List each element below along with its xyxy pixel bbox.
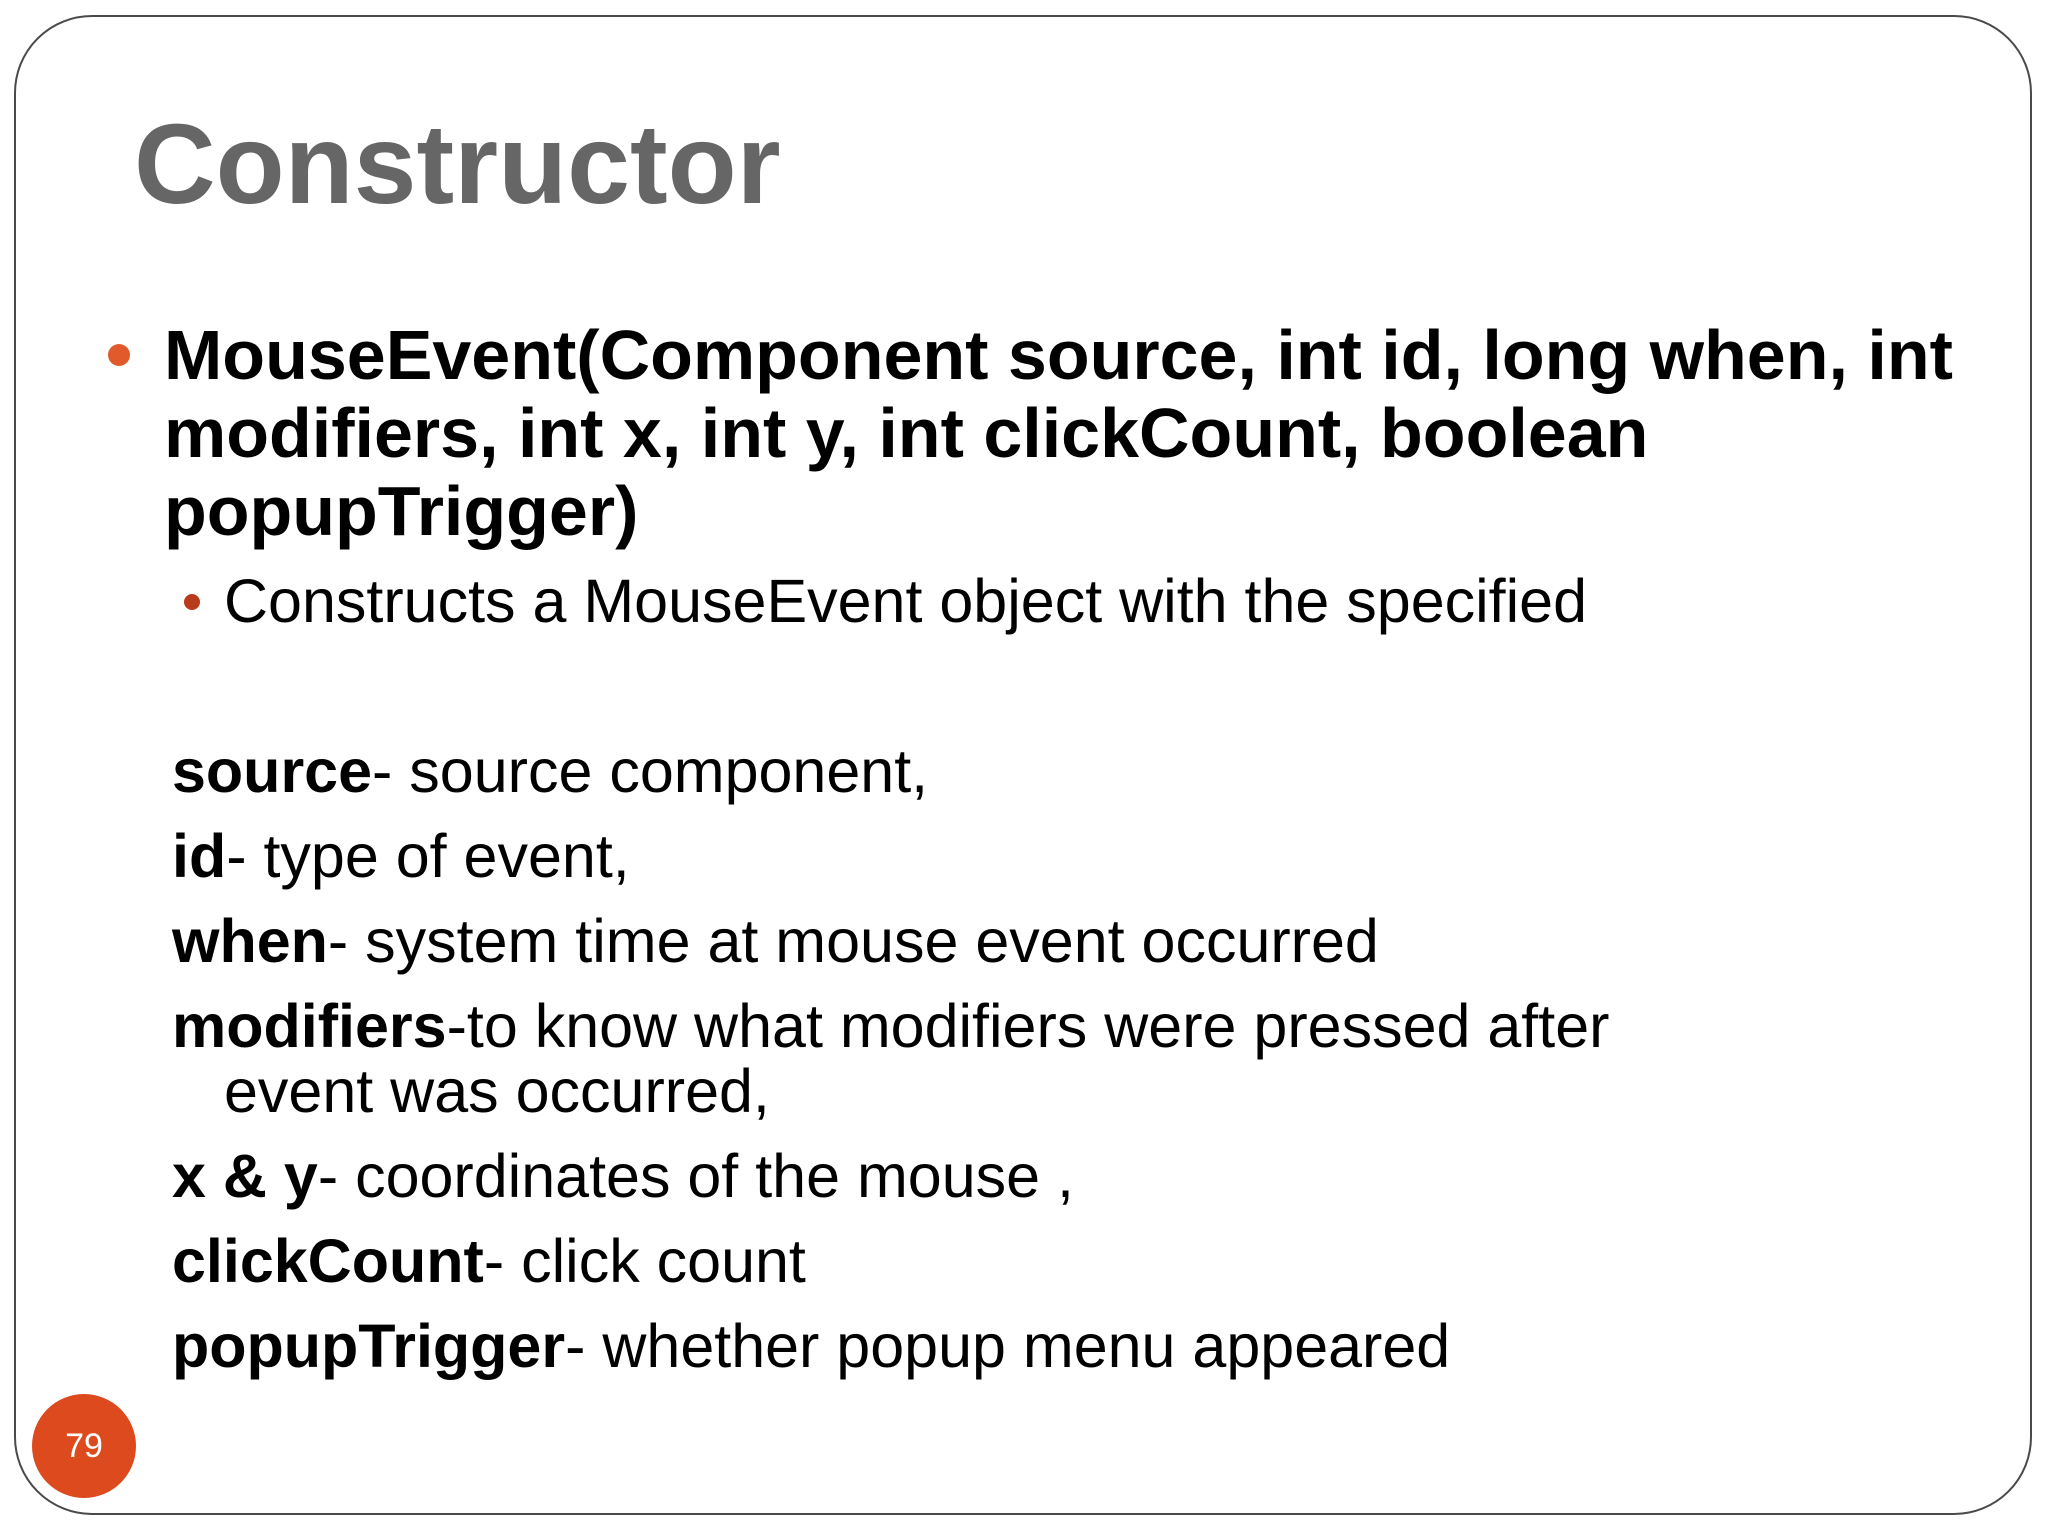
parameter-list [172,736,1992,1396]
param-name: popupTrigger [172,1312,566,1380]
slide-title: Constructor [134,101,781,227]
page-number-badge: 79 [32,1394,136,1498]
param-desc: - coordinates of the mouse , [317,1142,1074,1210]
param-desc: - source component, [372,737,929,805]
param-name: source [172,737,373,805]
param-desc: - click count [483,1227,806,1295]
constructor-description: Constructs a MouseEvent object with the specified [224,567,1588,635]
constructor-signature: MouseEvent(Component source, int id, long when, int modifiers, int x, int y, int clickCount, boolean popupTrigger) [164,316,1953,550]
param-desc: - whether popup menu appeared [565,1312,1451,1380]
bullet-dot-icon [108,344,130,366]
param-desc: - type of event, [226,822,630,890]
param-name: clickCount [172,1227,484,1295]
param-x-y [172,1141,1992,1212]
param-source [172,736,1992,807]
param-name: id [172,822,227,890]
param-name: x & y [172,1142,318,1210]
param-desc: -to know what modifiers were pressed after [446,992,1610,1060]
param-name: when [172,907,328,975]
param-popuptrigger [172,1311,1992,1382]
sub-bullet-dot-icon [184,594,200,610]
param-when [172,906,1992,977]
param-name: modifiers [172,992,447,1060]
param-clickcount [172,1226,1992,1297]
param-modifiers [172,991,1992,1127]
param-desc-continued: event was occurred, [224,1057,770,1125]
param-desc: - system time at mouse event occurred [327,907,1379,975]
param-id [172,821,1992,892]
